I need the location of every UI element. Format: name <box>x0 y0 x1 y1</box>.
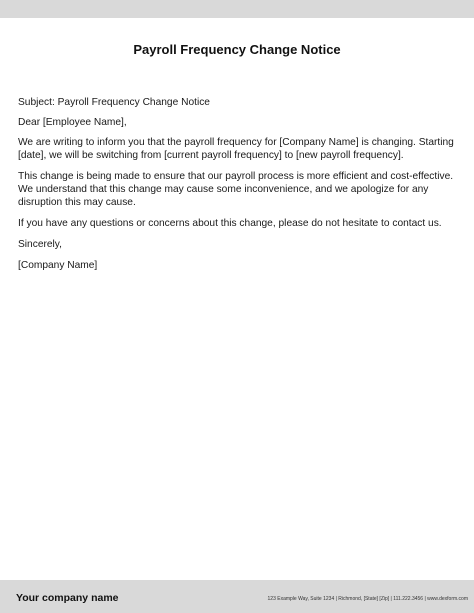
document-title: Payroll Frequency Change Notice <box>133 42 341 57</box>
salutation: Dear [Employee Name], <box>18 117 127 128</box>
footer-address: 123 Example Way, Suite 1234 | Richmond, [State] [Zip] | 111.222.3456 | www.dexform.com <box>267 596 468 602</box>
signature: [Company Name] <box>18 260 98 271</box>
body-paragraph-1: We are writing to inform you that the payroll frequency for [Company Name] is changing. Starting [date], we will be switching from [current payroll frequency] to [new payroll frequency]. <box>18 137 454 161</box>
body-paragraph-3: If you have any questions or concerns about this change, please do not hesitate to contact us. <box>18 218 442 229</box>
closing: Sincerely, <box>18 239 62 250</box>
subject-line: Subject: Payroll Frequency Change Notice <box>18 97 210 108</box>
body-paragraph-2: This change is being made to ensure that our payroll process is more efficient and cost-effective. We understand that this change may cause some inconvenience, and we apologize for any disruption this may cause. <box>18 171 454 208</box>
header-band <box>0 0 474 18</box>
letter-body <box>18 96 458 280</box>
footer-company-name: Your company name <box>16 592 119 604</box>
